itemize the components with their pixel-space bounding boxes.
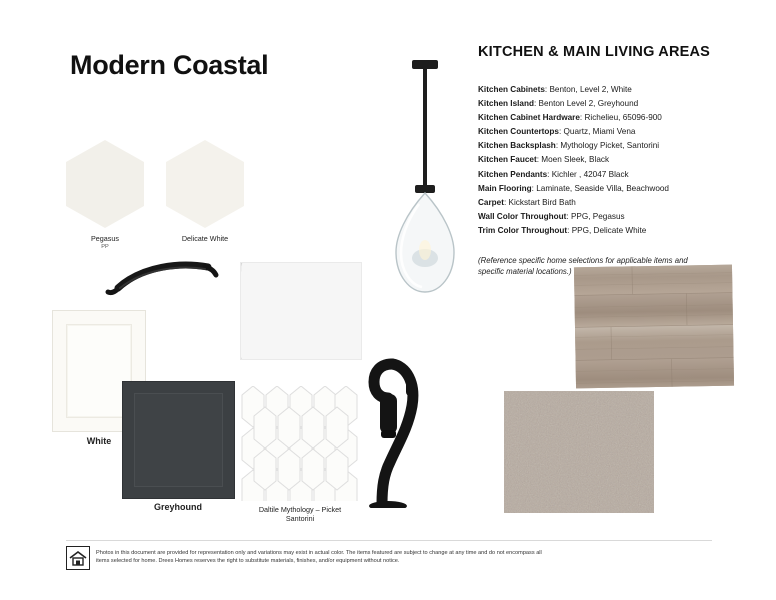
spec-section-heading: KITCHEN & MAIN LIVING AREAS	[478, 44, 711, 60]
footer-disclaimer: Photos in this document are provided for representation only and variations may exist in actual color. The items featured are subject to change at any time and do not encompass all items selected for home. Drees Homes reserves the right to substitute materials, finishes, and/or equipment without notice.	[96, 550, 542, 564]
spec-row: Kitchen Faucet: Moen Sleek, Black	[478, 155, 610, 165]
spec-value: Quartz, Miami Vena	[563, 127, 636, 137]
cabinet-door-greyhound	[122, 381, 235, 499]
spec-label: Kitchen Cabinets	[478, 85, 545, 94]
equal-housing-opportunity-icon	[66, 546, 90, 570]
backsplash-tile-name: Daltile Mythology – Picket	[258, 505, 342, 514]
spec-row: Kitchen Island: Benton Level 2, Greyhound	[478, 99, 639, 109]
spec-label: Kitchen Island	[478, 99, 534, 109]
spec-row: Kitchen Countertops: Quartz, Miami Vena	[478, 127, 636, 137]
paint-swatch-pegasus-name: Pegasus	[91, 234, 119, 243]
spec-row: Kitchen Pendants: Kichler , 42047 Black	[478, 169, 629, 179]
spec-label: Trim Color Throughout	[478, 225, 568, 235]
spec-label: Kitchen Countertops	[478, 127, 559, 137]
footer-divider	[66, 540, 712, 541]
spec-label: Kitchen Cabinet Hardware	[478, 113, 580, 123]
spec-list	[478, 83, 730, 238]
spec-value: Kickstart Bird Bath	[508, 197, 576, 207]
carpet-swatch-kickstart-bird-bath	[504, 391, 654, 513]
spec-value: Richelieu, 65096-900	[584, 113, 662, 123]
spec-value: PPG, Delicate White	[571, 225, 647, 235]
spec-value: Moen Sleek, Black	[541, 155, 610, 165]
paint-swatch-delicate-white-name: Delicate White	[181, 234, 229, 243]
spec-label: Carpet	[478, 197, 504, 207]
spec-row: Trim Color Throughout: PPG, Delicate White	[478, 225, 647, 235]
paint-swatch-delicate-white-caption	[160, 234, 250, 243]
countertop-swatch-quartz-miami-vena	[240, 262, 362, 360]
paint-swatch-pegasus-caption	[66, 234, 144, 252]
spec-note: (Reference specific home selections for applicable items and specific material locations.)	[478, 256, 688, 276]
spec-value: Kichler , 42047 Black	[551, 169, 629, 179]
spec-value: Benton, Level 2, White	[549, 85, 632, 94]
cabinet-hardware-pull	[104, 258, 220, 300]
spec-row: Kitchen Cabinets: Benton, Level 2, White	[478, 85, 632, 94]
spec-label: Kitchen Faucet	[478, 155, 537, 165]
spec-row: Kitchen Cabinet Hardware: Richelieu, 65096-900	[478, 113, 662, 123]
cabinet-door-white-caption: White	[86, 436, 112, 446]
spec-row: Wall Color Throughout: PPG, Pegasus	[478, 211, 625, 221]
spec-label: Kitchen Pendants	[478, 169, 548, 179]
paint-swatch-pegasus	[66, 140, 144, 228]
page-title: Modern Coastal	[70, 50, 269, 80]
spec-label: Main Flooring	[478, 183, 532, 193]
backsplash-tile-picket-santorini	[240, 386, 358, 501]
spec-value: Mythology Picket, Santorini	[560, 141, 660, 151]
spec-row: Carpet: Kickstart Bird Bath	[478, 197, 576, 207]
spec-row: Kitchen Backsplash: Mythology Picket, Santorini	[478, 141, 660, 151]
flooring-swatch-seaside-villa-beachwood	[574, 265, 734, 389]
spec-value: Benton Level 2, Greyhound	[538, 99, 639, 109]
kitchen-pendant-light	[370, 54, 480, 304]
paint-swatch-pegasus-code: PP	[101, 244, 109, 250]
spec-value: Laminate, Seaside Villa, Beachwood	[536, 183, 669, 193]
paint-swatch-delicate-white	[166, 140, 244, 228]
spec-label: Wall Color Throughout	[478, 211, 567, 221]
spec-value: PPG, Pegasus	[570, 211, 625, 221]
backsplash-tile-caption	[236, 505, 364, 523]
cabinet-door-greyhound-caption: Greyhound	[153, 502, 202, 512]
spec-label: Kitchen Backsplash	[478, 141, 556, 151]
spec-row: Main Flooring: Laminate, Seaside Villa, Beachwood	[478, 183, 669, 193]
kitchen-faucet-moen-sleek-black	[368, 336, 468, 508]
backsplash-tile-sub: Santorini	[285, 514, 315, 523]
